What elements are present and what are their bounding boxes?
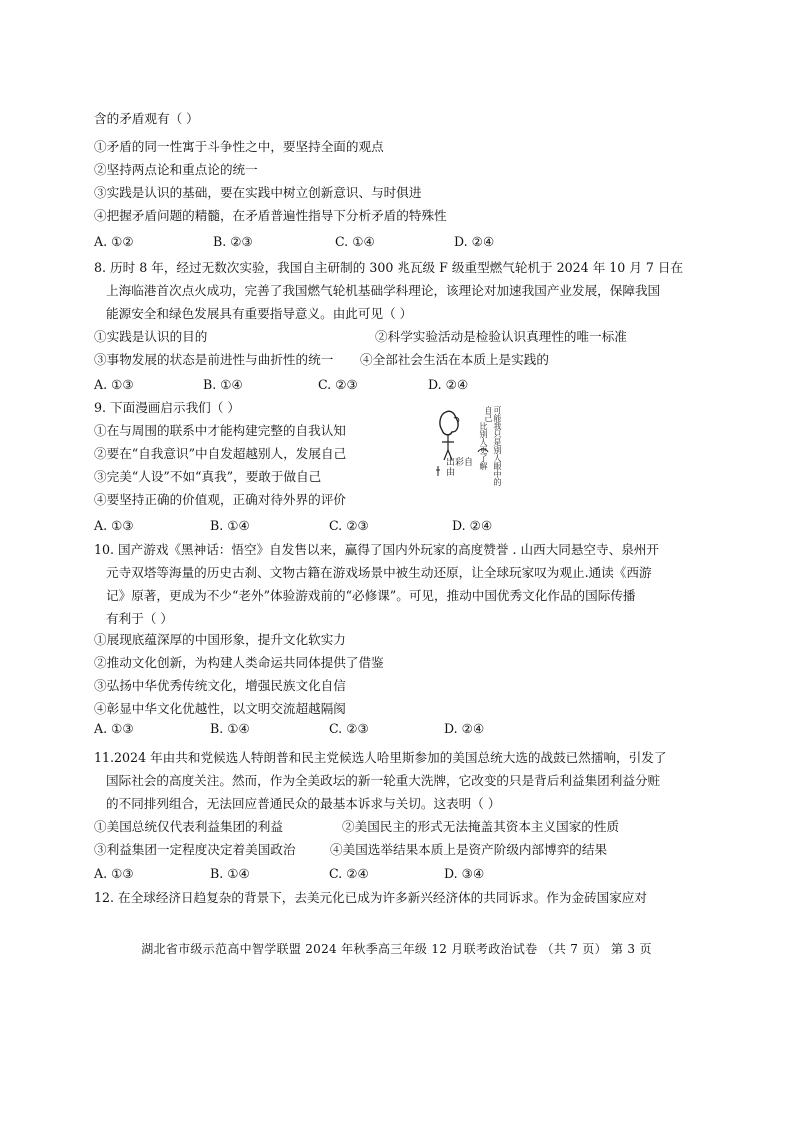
q7-statement-2: ②坚持两点论和重点论的统一 <box>94 162 258 177</box>
q7-choice-b[interactable]: B. ②③ <box>213 234 253 249</box>
q11-choice-d[interactable]: D. ③④ <box>444 866 485 881</box>
q9-choice-c[interactable]: C. ②③ <box>329 518 369 533</box>
q8-statement-1: ①实践是认识的目的 <box>94 329 208 344</box>
q10-statement-3: ③弘扬中华优秀传统文化，增强民族文化自信 <box>94 678 346 693</box>
comic-caption-right: 可能我只是别人眼中的自己 <box>484 406 502 486</box>
q11-choice-b[interactable]: B. ①④ <box>210 866 250 881</box>
q10-statement-4: ④彰显中华文化优越性，以文明交流超越隔阂 <box>94 701 346 716</box>
q11-stem-line-3: 的不同排列组合，无法回应普通民众的最基本诉求与关切。这表明（ ） <box>106 796 501 811</box>
q7-choice-d[interactable]: D. ②④ <box>454 234 495 249</box>
q8-choice-b[interactable]: B. ①④ <box>203 377 243 392</box>
q10-stem-line-2: 元寺双塔等海量的历史古刹、文物古籍在游戏场景中被生动还原，让全球玩家叹为观止.通读《西游 <box>106 565 652 580</box>
q10-choice-b[interactable]: B. ①④ <box>210 721 250 736</box>
q11-statement-3: ③利益集团一定程度决定着美国政治 <box>94 842 296 857</box>
q7-stem-end: 含的矛盾观有（ ） <box>94 111 199 126</box>
q8-choice-d[interactable]: D. ②④ <box>428 377 469 392</box>
q9-choice-b[interactable]: B. ①④ <box>210 518 250 533</box>
page-footer: 湖北省市级示范高中智学联盟 2024 年秋季高三年级 12 月联考政治试卷 （共 7 页） 第 3 页 <box>141 942 652 956</box>
q11-stem-line-2: 国际社会的高度关注。然而，作为全美政坛的新一轮重大洗牌，它改变的只是背后利益集团利益分赃 <box>106 773 661 788</box>
q9-choice-d[interactable]: D. ②④ <box>452 518 493 533</box>
q8-stem-line-1: 8. 历时 8 年，经过无数次实验，我国自主研制的 300 兆瓦级 F 级重型燃气轮机于 2024 年 10 月 7 日在 <box>94 260 684 275</box>
q10-statement-2: ②推动文化创新，为构建人类命运共同体提供了借鉴 <box>94 655 384 670</box>
q9-statement-1: ①在与周围的联系中才能构建完整的自我认知 <box>94 423 346 438</box>
q9-stem: 9. 下面漫画启示我们（ ） <box>94 400 240 415</box>
q9-comic-illustration <box>432 402 512 488</box>
q11-choice-a[interactable]: A. ①③ <box>94 866 134 881</box>
q11-statement-2: ②美国民主的形式无法掩盖其资本主义国家的性质 <box>342 819 620 834</box>
q8-stem-line-2: 上海临港首次点火成功，完善了我国燃气轮机基础学科理论，该理论对加速我国产业发展，保障我国 <box>106 283 661 298</box>
q11-statement-1: ①美国总统仅代表利益集团的利益 <box>94 819 283 834</box>
q7-choice-a[interactable]: A. ①② <box>94 234 134 249</box>
comic-caption-bottom: 出彩自由 <box>446 458 474 478</box>
q9-choice-a[interactable]: A. ①③ <box>94 518 134 533</box>
q10-stem-line-4: 有利于（ ） <box>106 611 173 626</box>
q8-choice-c[interactable]: C. ②③ <box>318 377 358 392</box>
q8-statement-4: ④全部社会生活在本质上是实践的 <box>360 352 549 367</box>
q10-stem-line-3: 记》原著，更成为不少“老外”体验游戏前的“必修课”。可见，推动中国优秀文化作品的国际传播 <box>106 588 636 603</box>
q7-statement-1: ①矛盾的同一性寓于斗争性之中，要坚持全面的观点 <box>94 139 384 154</box>
q11-statement-4: ④美国选举结果本质上是资产阶级内部博弈的结果 <box>330 842 608 857</box>
q10-statement-1: ①展现底蕴深厚的中国形象，提升文化软实力 <box>94 632 346 647</box>
q9-statement-3: ③完美“人设”不如“真我”，要敢于做自己 <box>94 469 322 484</box>
q8-stem-line-3: 能源安全和绿色发展具有重要指导意义。由此可见（ ） <box>106 306 413 321</box>
q7-statement-4: ④把握矛盾问题的精髓，在矛盾普遍性指导下分析矛盾的特殊性 <box>94 208 447 223</box>
q10-choice-c[interactable]: C. ②③ <box>329 721 369 736</box>
q10-choice-d[interactable]: D. ②④ <box>444 721 485 736</box>
q11-stem-line-1: 11.2024 年由共和党候选人特朗普和民主党候选人哈里斯参加的美国总统大选的战鼓已然擂响，引发了 <box>94 750 667 765</box>
q8-choice-a[interactable]: A. ①③ <box>94 377 134 392</box>
q7-statement-3: ③实践是认识的基础，要在实践中树立创新意识、与时俱进 <box>94 185 422 200</box>
q10-choice-a[interactable]: A. ①③ <box>94 721 134 736</box>
q8-statement-2: ②科学实验活动是检验认识真理性的唯一标准 <box>375 329 627 344</box>
q9-statement-4: ④要坚持正确的价值观，正确对待外界的评价 <box>94 492 346 507</box>
q8-statement-3: ③事物发展的状态是前进性与曲折性的统一 <box>94 352 334 367</box>
q11-choice-c[interactable]: C. ②④ <box>329 866 369 881</box>
q9-statement-2: ②要在“自我意识”中自发超越别人，发展自己 <box>94 446 347 461</box>
comic-caption-left: 比别人更了解 <box>479 422 488 470</box>
q10-stem-line-1: 10. 国产游戏《黑神话：悟空》自发售以来，赢得了国内外玩家的高度赞誉 . 山西大同悬空寺、泉州开 <box>94 542 659 557</box>
q12-stem-line-1: 12. 在全球经济日趋复杂的背景下，去美元化已成为许多新兴经济体的共同诉求。作为金砖国家应对 <box>94 890 647 905</box>
q7-choice-c[interactable]: C. ①④ <box>335 234 375 249</box>
